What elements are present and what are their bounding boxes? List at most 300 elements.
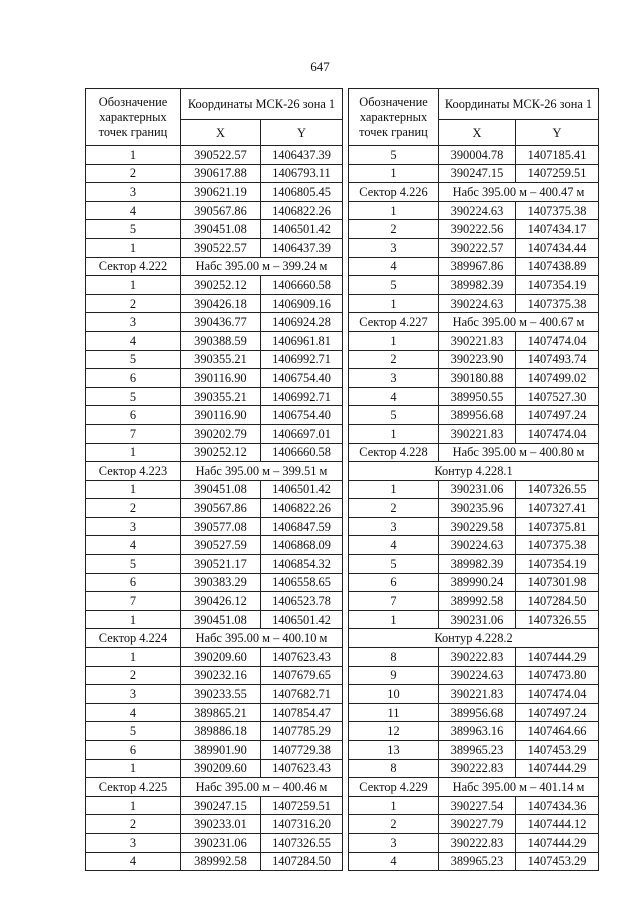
coord-y: 1406854.32: [261, 555, 343, 574]
table-row: [86, 833, 343, 852]
coord-y: 1407438.89: [516, 257, 599, 276]
coord-x: 390436.77: [181, 313, 261, 332]
table-row: [86, 294, 343, 313]
header-coords-title: Координаты МСК-26 зона 1: [181, 89, 343, 120]
coord-x: 390355.21: [181, 350, 261, 369]
sector-height-range: Набс 395.00 м – 399.51 м: [181, 462, 343, 481]
coord-y: 1406697.01: [261, 424, 343, 443]
coord-y: 1407474.04: [516, 331, 599, 350]
coord-x: 389967.86: [439, 257, 516, 276]
coord-y: 1407682.71: [261, 685, 343, 704]
table-row: [86, 369, 343, 388]
coord-x: 390221.83: [439, 331, 516, 350]
point-number: 5: [86, 555, 181, 574]
header-y: Y: [261, 120, 343, 146]
coord-x: 390222.83: [439, 759, 516, 778]
coord-y: 1407354.19: [516, 555, 599, 574]
table-row: [86, 852, 343, 871]
point-number: 8: [349, 648, 439, 667]
coord-x: 390621.19: [181, 183, 261, 202]
coord-y: 1407729.38: [261, 741, 343, 760]
coord-x: 390221.83: [439, 685, 516, 704]
point-number: 13: [349, 741, 439, 760]
table-row: [349, 703, 599, 722]
coord-y: 1407623.43: [261, 648, 343, 667]
point-number: 1: [86, 238, 181, 257]
table-row: [349, 350, 599, 369]
sector-label: Сектор 4.224: [86, 629, 181, 648]
coord-x: 389956.68: [439, 406, 516, 425]
coord-x: 389865.21: [181, 703, 261, 722]
coord-y: 1407493.74: [516, 350, 599, 369]
coord-x: 390577.08: [181, 517, 261, 536]
table-row: [349, 573, 599, 592]
table-row: [86, 759, 343, 778]
coord-y: 1407326.55: [261, 833, 343, 852]
table-row: [86, 592, 343, 611]
point-number: 2: [349, 499, 439, 518]
table-row: [349, 796, 599, 815]
point-number: 5: [86, 350, 181, 369]
coord-x: 390383.29: [181, 573, 261, 592]
header-x: X: [181, 120, 261, 146]
point-number: 1: [86, 443, 181, 462]
table-row: [86, 741, 343, 760]
coord-y: 1406437.39: [261, 146, 343, 165]
coord-x: 390388.59: [181, 331, 261, 350]
table-row: [349, 424, 599, 443]
point-number: 1: [349, 201, 439, 220]
table-row: [86, 648, 343, 667]
coord-x: 390224.63: [439, 201, 516, 220]
coord-x: 390521.17: [181, 555, 261, 574]
coord-y: 1407854.47: [261, 703, 343, 722]
coord-y: 1407375.38: [516, 536, 599, 555]
coord-y: 1407453.29: [516, 741, 599, 760]
sector-row: [349, 778, 599, 797]
coord-x: 390252.12: [181, 276, 261, 295]
point-number: 6: [86, 741, 181, 760]
coord-x: 390221.83: [439, 424, 516, 443]
point-number: 4: [86, 852, 181, 871]
coord-y: 1407527.30: [516, 387, 599, 406]
table-row: [86, 666, 343, 685]
table-row: [349, 815, 599, 834]
table-row: [349, 852, 599, 871]
sector-label: Сектор 4.229: [349, 778, 439, 797]
point-number: 4: [349, 852, 439, 871]
coord-x: 390223.90: [439, 350, 516, 369]
point-number: 1: [349, 331, 439, 350]
coord-x: 390224.63: [439, 294, 516, 313]
sector-label: Сектор 4.225: [86, 778, 181, 797]
table-row: [86, 350, 343, 369]
coord-y: 1406822.26: [261, 201, 343, 220]
sector-height-range: Набс 395.00 м – 401.14 м: [439, 778, 599, 797]
coord-y: 1406501.42: [261, 610, 343, 629]
coord-x: 390222.83: [439, 648, 516, 667]
coord-x: 390209.60: [181, 648, 261, 667]
table-row: [349, 146, 599, 165]
point-number: 8: [349, 759, 439, 778]
point-number: 1: [86, 480, 181, 499]
coord-x: 390229.58: [439, 517, 516, 536]
coord-x: 389992.58: [181, 852, 261, 871]
point-number: 3: [86, 685, 181, 704]
coord-x: 390235.96: [439, 499, 516, 518]
table-row: [349, 294, 599, 313]
coord-y: 1407474.04: [516, 424, 599, 443]
point-number: 6: [349, 573, 439, 592]
table-row: [349, 480, 599, 499]
coord-x: 390451.08: [181, 610, 261, 629]
coord-x: 390231.06: [439, 480, 516, 499]
table-row: [86, 573, 343, 592]
header-x: X: [439, 120, 516, 146]
table-row: [349, 592, 599, 611]
point-number: 2: [86, 499, 181, 518]
sector-label: Сектор 4.228: [349, 443, 439, 462]
sector-height-range: Набс 395.00 м – 399.24 м: [181, 257, 343, 276]
contour-label: Контур 4.228.1: [349, 462, 599, 481]
coord-y: 1406660.58: [261, 443, 343, 462]
point-number: 5: [349, 406, 439, 425]
point-number: 7: [349, 592, 439, 611]
point-number: 4: [86, 201, 181, 220]
table-row: [349, 164, 599, 183]
coord-x: 390116.90: [181, 406, 261, 425]
coord-x: 389886.18: [181, 722, 261, 741]
coord-y: 1407375.81: [516, 517, 599, 536]
table-row: [86, 313, 343, 332]
coord-x: 389965.23: [439, 852, 516, 871]
coord-y: 1407375.38: [516, 294, 599, 313]
point-number: 3: [86, 517, 181, 536]
coord-y: 1406909.16: [261, 294, 343, 313]
sector-label: Сектор 4.222: [86, 257, 181, 276]
header-label: Обозначение характерных точек границ: [349, 89, 439, 146]
table-row: [86, 406, 343, 425]
coord-x: 390567.86: [181, 201, 261, 220]
point-number: 5: [349, 276, 439, 295]
table-row: [86, 183, 343, 202]
coord-x: 390247.15: [181, 796, 261, 815]
table-row: [86, 387, 343, 406]
table-row: [349, 499, 599, 518]
coord-y: 1407444.29: [516, 759, 599, 778]
coord-x: 390227.54: [439, 796, 516, 815]
coord-x: 390232.16: [181, 666, 261, 685]
point-number: 4: [86, 536, 181, 555]
coord-x: 389963.16: [439, 722, 516, 741]
table-row: [349, 406, 599, 425]
coord-y: 1406961.81: [261, 331, 343, 350]
table-row: [86, 499, 343, 518]
coord-y: 1407326.55: [516, 610, 599, 629]
coord-x: 389901.90: [181, 741, 261, 760]
coord-x: 390224.63: [439, 536, 516, 555]
sector-row: [86, 462, 343, 481]
coord-x: 389990.24: [439, 573, 516, 592]
coord-x: 390222.83: [439, 833, 516, 852]
table-row: [349, 648, 599, 667]
point-number: 4: [86, 703, 181, 722]
coord-x: 389992.58: [439, 592, 516, 611]
coord-y: 1407473.80: [516, 666, 599, 685]
point-number: 12: [349, 722, 439, 741]
sector-height-range: Набс 395.00 м – 400.67 м: [439, 313, 599, 332]
coord-x: 389965.23: [439, 741, 516, 760]
coord-x: 390527.59: [181, 536, 261, 555]
coord-y: 1406558.65: [261, 573, 343, 592]
point-number: 2: [86, 666, 181, 685]
point-number: 5: [86, 220, 181, 239]
sector-label: Сектор 4.226: [349, 183, 439, 202]
coord-y: 1406754.40: [261, 369, 343, 388]
table-row: [86, 276, 343, 295]
coord-y: 1406754.40: [261, 406, 343, 425]
coord-y: 1407284.50: [516, 592, 599, 611]
point-number: 3: [86, 833, 181, 852]
table-row: [349, 201, 599, 220]
table-row: [349, 257, 599, 276]
point-number: 3: [349, 238, 439, 257]
point-number: 1: [349, 424, 439, 443]
sector-row: [86, 257, 343, 276]
table-row: [86, 517, 343, 536]
sector-height-range: Набс 395.00 м – 400.47 м: [439, 183, 599, 202]
sector-row: [349, 313, 599, 332]
coord-x: 390209.60: [181, 759, 261, 778]
point-number: 5: [86, 722, 181, 741]
coord-x: 390247.15: [439, 164, 516, 183]
table-row: [86, 703, 343, 722]
table-row: [86, 796, 343, 815]
table-row: [86, 220, 343, 239]
coord-y: 1406437.39: [261, 238, 343, 257]
table-row: [349, 610, 599, 629]
point-number: 4: [349, 387, 439, 406]
table-row: [86, 424, 343, 443]
coord-y: 1407499.02: [516, 369, 599, 388]
point-number: 2: [86, 294, 181, 313]
coord-x: 390252.12: [181, 443, 261, 462]
sector-row: [86, 778, 343, 797]
sector-row: [349, 443, 599, 462]
point-number: 2: [86, 815, 181, 834]
point-number: 1: [349, 480, 439, 499]
coord-x: 390231.06: [439, 610, 516, 629]
point-number: 1: [86, 610, 181, 629]
point-number: 2: [349, 815, 439, 834]
point-number: 5: [349, 555, 439, 574]
coord-x: 390227.79: [439, 815, 516, 834]
coord-y: 1407284.50: [261, 852, 343, 871]
coord-y: 1407444.29: [516, 648, 599, 667]
coord-y: 1406523.78: [261, 592, 343, 611]
coord-x: 390180.88: [439, 369, 516, 388]
point-number: 1: [86, 796, 181, 815]
sector-row: [349, 183, 599, 202]
coord-y: 1407453.29: [516, 852, 599, 871]
coord-x: 390233.55: [181, 685, 261, 704]
point-number: 1: [86, 648, 181, 667]
table-row: [86, 610, 343, 629]
table-row: [349, 536, 599, 555]
coord-y: 1406992.71: [261, 387, 343, 406]
table-body-right: [349, 146, 599, 871]
table-row: [349, 331, 599, 350]
coord-y: 1407623.43: [261, 759, 343, 778]
coord-x: 390355.21: [181, 387, 261, 406]
sector-height-range: Набс 395.00 м – 400.46 м: [181, 778, 343, 797]
coord-y: 1407497.24: [516, 406, 599, 425]
table-row: [86, 815, 343, 834]
sector-label: Сектор 4.227: [349, 313, 439, 332]
table-row: [349, 238, 599, 257]
coord-y: 1407444.12: [516, 815, 599, 834]
point-number: 3: [349, 369, 439, 388]
contour-row: [349, 462, 599, 481]
table-row: [349, 555, 599, 574]
contour-row: [349, 629, 599, 648]
coord-x: 390567.86: [181, 499, 261, 518]
coord-y: 1406868.09: [261, 536, 343, 555]
coord-y: 1407497.24: [516, 703, 599, 722]
point-number: 6: [86, 573, 181, 592]
coordinates-table-left: [85, 88, 343, 871]
coord-x: 390231.06: [181, 833, 261, 852]
coord-x: 390004.78: [439, 146, 516, 165]
table-row: [349, 369, 599, 388]
point-number: 2: [349, 350, 439, 369]
coord-x: 390233.01: [181, 815, 261, 834]
point-number: 1: [349, 796, 439, 815]
table-row: [349, 276, 599, 295]
point-number: 4: [349, 536, 439, 555]
coord-x: 390222.56: [439, 220, 516, 239]
coord-x: 389950.55: [439, 387, 516, 406]
point-number: 6: [86, 406, 181, 425]
coord-y: 1407434.17: [516, 220, 599, 239]
point-number: 6: [86, 369, 181, 388]
coord-y: 1406501.42: [261, 480, 343, 499]
coord-y: 1407259.51: [261, 796, 343, 815]
table-row: [349, 741, 599, 760]
coord-x: 390116.90: [181, 369, 261, 388]
coord-y: 1406501.42: [261, 220, 343, 239]
sector-label: Сектор 4.223: [86, 462, 181, 481]
point-number: 1: [86, 276, 181, 295]
coord-y: 1407474.04: [516, 685, 599, 704]
point-number: 3: [349, 517, 439, 536]
point-number: 1: [349, 294, 439, 313]
coord-x: 389956.68: [439, 703, 516, 722]
table-body-left: [86, 146, 343, 871]
coord-x: 389982.39: [439, 276, 516, 295]
point-number: 3: [349, 833, 439, 852]
table-row: [349, 759, 599, 778]
coord-y: 1407326.55: [516, 480, 599, 499]
table-row: [86, 685, 343, 704]
coord-x: 390426.12: [181, 592, 261, 611]
coord-y: 1407375.38: [516, 201, 599, 220]
header-label: Обозначение характерных точек границ: [86, 89, 181, 146]
point-number: 4: [86, 331, 181, 350]
coord-y: 1406805.45: [261, 183, 343, 202]
table-row: [349, 833, 599, 852]
table-row: [86, 164, 343, 183]
coord-y: 1406992.71: [261, 350, 343, 369]
table-row: [86, 146, 343, 165]
coord-x: 390451.08: [181, 220, 261, 239]
page-number: 647: [310, 59, 330, 74]
coord-y: 1406660.58: [261, 276, 343, 295]
table-row: [349, 685, 599, 704]
point-number: 9: [349, 666, 439, 685]
point-number: 1: [86, 146, 181, 165]
point-number: 3: [86, 313, 181, 332]
coord-x: 390222.57: [439, 238, 516, 257]
coord-y: 1407185.41: [516, 146, 599, 165]
coordinates-table-right: [348, 88, 599, 871]
coord-x: 389982.39: [439, 555, 516, 574]
point-number: 2: [349, 220, 439, 239]
coord-y: 1407679.65: [261, 666, 343, 685]
table-row: [86, 201, 343, 220]
point-number: 5: [86, 387, 181, 406]
coord-x: 390224.63: [439, 666, 516, 685]
coord-x: 390522.57: [181, 238, 261, 257]
sector-height-range: Набс 395.00 м – 400.80 м: [439, 443, 599, 462]
coord-x: 390522.57: [181, 146, 261, 165]
header-y: Y: [516, 120, 599, 146]
coord-y: 1406847.59: [261, 517, 343, 536]
coord-x: 390426.18: [181, 294, 261, 313]
contour-label: Контур 4.228.2: [349, 629, 599, 648]
coord-y: 1407464.66: [516, 722, 599, 741]
coord-y: 1407259.51: [516, 164, 599, 183]
point-number: 7: [86, 424, 181, 443]
table-row: [349, 220, 599, 239]
coord-x: 390202.79: [181, 424, 261, 443]
point-number: 10: [349, 685, 439, 704]
table-row: [86, 238, 343, 257]
point-number: 5: [349, 146, 439, 165]
table-row: [86, 536, 343, 555]
point-number: 11: [349, 703, 439, 722]
header-coords-title: Координаты МСК-26 зона 1: [439, 89, 599, 120]
coord-y: 1407354.19: [516, 276, 599, 295]
point-number: 1: [86, 759, 181, 778]
table-row: [86, 555, 343, 574]
coord-x: 390617.88: [181, 164, 261, 183]
table-row: [86, 443, 343, 462]
coord-y: 1407316.20: [261, 815, 343, 834]
coord-y: 1407301.98: [516, 573, 599, 592]
table-row: [349, 666, 599, 685]
coord-y: 1406793.11: [261, 164, 343, 183]
table-row: [86, 480, 343, 499]
sector-row: [86, 629, 343, 648]
point-number: 3: [86, 183, 181, 202]
table-row: [349, 722, 599, 741]
table-row: [349, 517, 599, 536]
coord-y: 1407444.29: [516, 833, 599, 852]
table-row: [86, 331, 343, 350]
point-number: 7: [86, 592, 181, 611]
coord-y: 1406924.28: [261, 313, 343, 332]
